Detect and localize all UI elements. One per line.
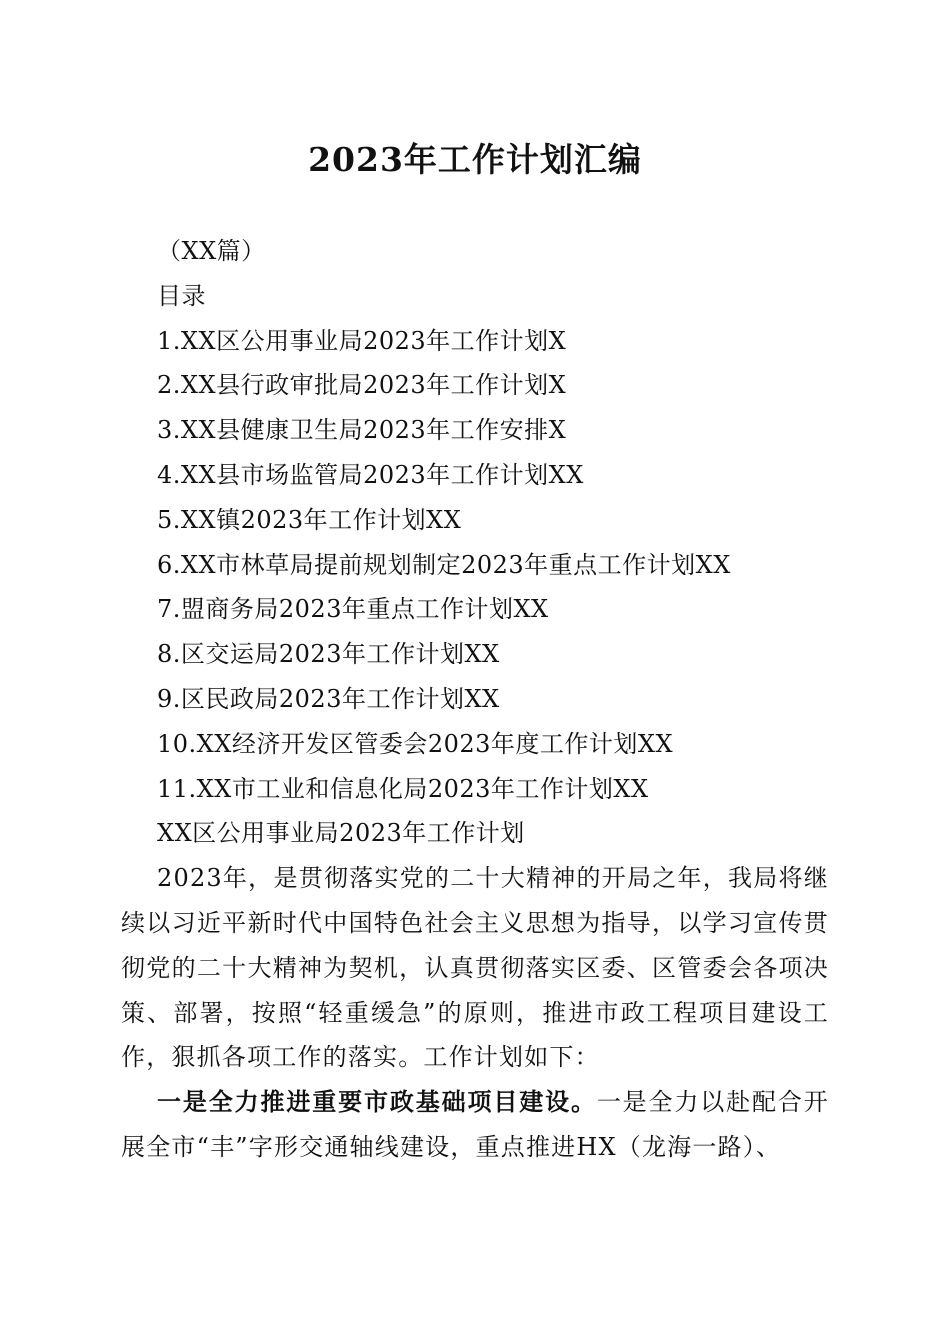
toc-item-7[interactable]: 7.盟商务局2023年重点工作计划XX [157, 595, 549, 624]
intro-paragraph: 2023年，是贯彻落实党的二十大精神的开局之年，我局将继续以习近平新时代中国特色社会主义思想为指导，以学习宣传贯彻党的二十大精神为契机，认真贯彻落实区委、区管委会各项决策、部署，按照“轻重缓急”的原则，推进市政工程项目建设工作，狠抓各项工作的落实。工作计划如下： [121, 864, 829, 1072]
toc-item-4[interactable]: 4.XX县市场监管局2023年工作计划XX [157, 460, 584, 489]
toc-item-10[interactable]: 10.XX经济开发区管委会2023年度工作计划XX [157, 729, 674, 758]
toc-item-5[interactable]: 5.XX镇2023年工作计划XX [157, 505, 462, 534]
toc-item-11[interactable]: 11.XX市工业和信息化局2023年工作计划XX [157, 774, 649, 803]
document-body [121, 229, 829, 1170]
point-1-paragraph [121, 1080, 829, 1170]
toc-item-3[interactable]: 3.XX县健康卫生局2023年工作安排X [157, 416, 567, 445]
section-title: XX区公用事业局2023年工作计划 [157, 819, 525, 848]
volume-note: （XX篇） [157, 237, 266, 265]
toc-item-2[interactable]: 2.XX县行政审批局2023年工作计划X [157, 371, 567, 400]
toc-item-1[interactable]: 1.XX区公用事业局2023年工作计划X [157, 326, 567, 355]
point-1-lead: 一是全力推进重要市政基础项目建设。 [157, 1087, 597, 1117]
document-title: 2023年工作计划汇编 [308, 140, 642, 179]
toc-item-9[interactable]: 9.区民政局2023年工作计划XX [157, 684, 500, 713]
point-1-body: 一是全力以赴配合开展全市“丰”字形交通轴线建设，重点推进HX（龙海一路）、 [121, 1088, 829, 1161]
toc-item-8[interactable]: 8.区交运局2023年工作计划XX [157, 640, 500, 669]
toc-item-6[interactable]: 6.XX市林草局提前规划制定2023年重点工作计划XX [157, 550, 731, 579]
table-of-contents [121, 319, 829, 812]
toc-heading: 目录 [157, 281, 206, 310]
